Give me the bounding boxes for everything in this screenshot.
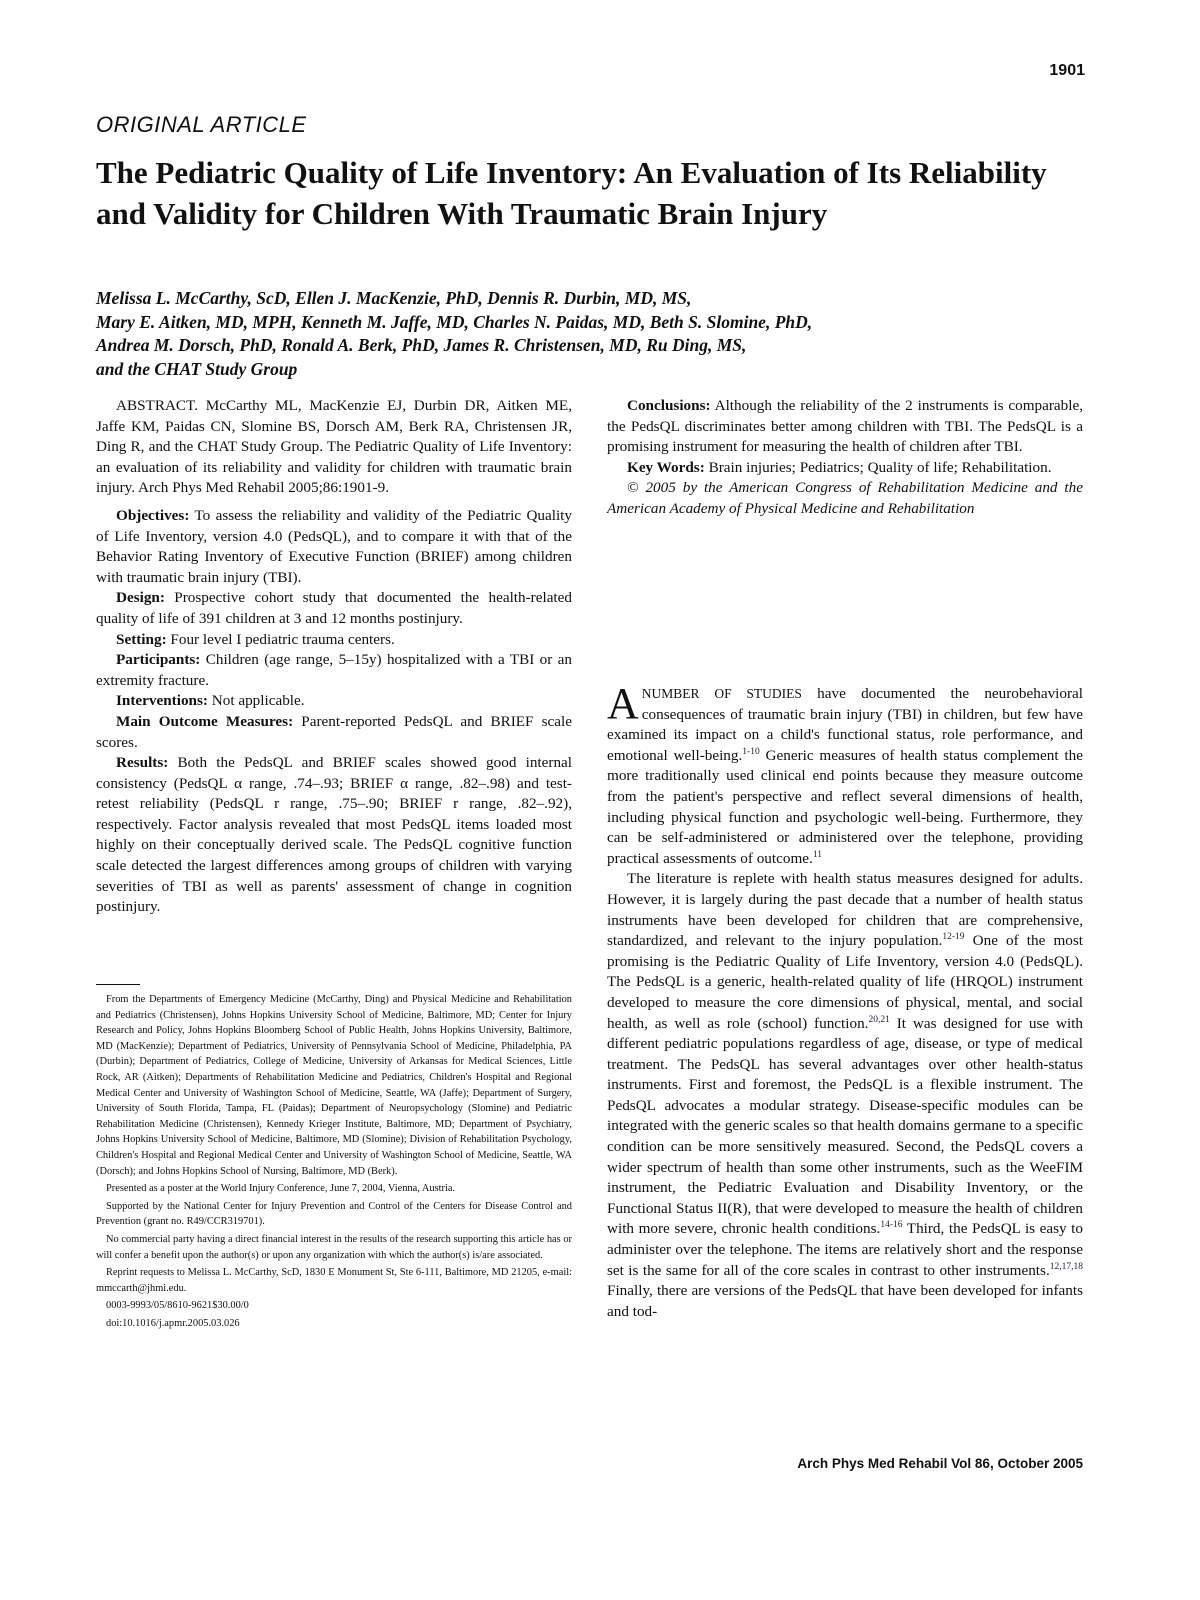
author-line: Mary E. Aitken, MD, MPH, Kenneth M. Jaffe, MD, Charles N. Paidas, MD, Beth S. Slomine, PhD,	[96, 311, 813, 332]
drop-cap: A	[607, 679, 639, 728]
abstract-results: Results: Both the PedsQL and BRIEF scales showed good internal consistency (PedsQL α range, .74–.93; BRIEF α range, .82–.98) and test-retest reliability (PedsQL r range, .75–.90; BRIEF r range, .82–.92), respectively. Factor analysis revealed that most PedsQL items loaded most highly on their conceptually derived scale. The PedsQL cognitive function scale detected the largest differences among groups of children with varying severities of TBI as well as parents' assessment of change in cognition postinjury.	[96, 754, 572, 916]
footnote-reprints: Reprint requests to Melissa L. McCarthy, ScD, 1830 E Monument St, Ste 6-111, Baltimore, MD 21205, e-mail: mmccarth@jhmi.edu.	[96, 1267, 572, 1294]
abstract-outcome-measures: Main Outcome Measures: Parent-reported PedsQL and BRIEF scale scores.	[96, 712, 573, 751]
participants-label: Participants:	[116, 651, 201, 669]
footnote-divider	[96, 984, 140, 985]
body-paragraph: The literature is replete with health status measures designed for adults. However, it is largely during the past decade that a number of health status instruments have been developed for children that are comprehensive, standardized, and relevant to the injury population.$^{12-19}$ One of the most promising is the Pediatric Quality of Life Inventory, version 4.0 (PedsQL). The PedsQL is a generic, health-related quality of life (HRQOL) instrument developed to measure the core dimensions of physical, mental, and social health, as well as role (school) function.$^{20,21}$ It was designed for use with different pediatric populations regardless of age, disease, or type of medical treatment. The PedsQL has several advantages over other health-status instruments. First and foremost, the PedsQL is a flexible instrument. The PedsQL advocates a modular strategy. Disease-specific modules can be integrated with the generic scales so that health domains germane to a specific condition can be more sensitively measured. Second, the PedsQL covers a wider spectrum of health than some other instruments, such as the WeeFIM instrument, the Pediatric Evaluation and Disability Inventory, or the Functional Status II(R), that were developed to measure the health of children with more severe, chronic health conditions.$^{14-16}$ Third, the PedsQL is easy to administer over the telephone. The items are relatively short and the response set is the same for all of the core scales in contrast to other instruments.$^{12,17,18}$ Finally, there are versions of the PedsQL that have been developed for infants and tod-	[607, 870, 1083, 1320]
reference-link[interactable]: 14-16	[880, 1220, 903, 1231]
conclusions-label: Conclusions:	[627, 397, 711, 414]
interventions-label: Interventions:	[116, 692, 208, 710]
objectives-label: Objectives:	[116, 506, 190, 524]
footnote-doi[interactable]: doi:10.1016/j.apmr.2005.03.026	[106, 1317, 240, 1329]
abstract-right-column	[607, 396, 1083, 520]
abstract-keywords: Key Words: Brain injuries; Pediatrics; Quality of life; Rehabilitation.	[627, 458, 1052, 476]
setting-label: Setting:	[116, 630, 167, 648]
lead-in-caps: NUMBER OF STUDIES	[641, 686, 802, 701]
design-label: Design:	[116, 589, 165, 607]
page-number: 1901	[1049, 62, 1085, 79]
abstract-citation: ABSTRACT. McCarthy ML, MacKenzie EJ, Durbin DR, Aitken ME, Jaffe KM, Paidas CN, Slomine BS, Dorsch AM, Berk RA, Christensen JR, Ding R, and the CHAT Study Group. The Pediatric Quality of Life Inventory: an evaluation of its reliability and validity for children with traumatic brain injury. Arch Phys Med Rehabil 2005;86:1901-9.	[96, 397, 572, 497]
section-label: ORIGINAL ARTICLE	[96, 112, 307, 137]
abstract-objectives: Objectives: To assess the reliability and validity of the Pediatric Quality of Life Inventory, version 4.0 (PedsQL), and to compare it with that of the Behavior Rating Inventory of Executive Function (BRIEF) among children with traumatic brain injury (TBI).	[96, 506, 572, 586]
reference-link[interactable]: 12-19	[942, 932, 965, 943]
footnote-affiliations: From the Departments of Emergency Medicine (McCarthy, Ding) and Physical Medicine and Rehabilitation and Pediatrics (Christensen), Johns Hopkins University School of Medicine, Baltimore, MD; Center for Injury Research and Policy, Johns Hopkins Bloomberg School of Public Health, Johns Hopkins University, Baltimore, MD (MacKenzie); Department of Pediatrics, University of Pennsylvania School of Medicine, Philadelphia, PA (Durbin); Department of Pediatrics, College of Medicine, University of Arkansas for Medical Sciences, Little Rock, AR (Aitken); Departments of Rehabilitation Medicine and Pediatrics, Children's Hospital and Regional Medical Center and University of Washington School of Medicine, Seattle, WA (Jaffe); Department of Surgery, University of South Florida, Tampa, FL (Paidas); Department of Neuropsychology (Slomine) and Pediatric Rehabilitation Medicine (Christensen), Kennedy Krieger Institute, Baltimore, MD; Department of Psychiatry, Johns Hopkins University School of Medicine, Baltimore, MD (Slomine); Division of Rehabilitation Psychology, Children's Hospital and Regional Medical Center and University of Washington School of Medicine, Seattle, WA (Dorsch); and Johns Hopkins School of Nursing, Baltimore, MD (Berk).	[96, 994, 572, 1177]
footnote-conflict: No commercial party having a direct financial interest in the results of the research supporting this article has or will confer a benefit upon the author(s) or upon any organization with which the author(s) is/are associated.	[96, 1233, 572, 1261]
article-body	[607, 679, 1083, 1322]
reference-link[interactable]: 11	[812, 849, 822, 860]
footnote-supported: Supported by the National Center for Injury Prevention and Control of the Centers for Disease Control and Prevention (grant no. R49/CCR319701).	[96, 1200, 572, 1228]
body-paragraph: A NUMBER OF STUDIES have documented the neurobehavioral consequences of traumatic brain injury (TBI) in children, but few have examined its impact on a child's functional status, role performance, and emotional well-being.$^{1-10}$ Generic measures of health status complement the more traditionally used clinical end points because they measure outcome from the patient's perspective and reflect several dimensions of health, including physical function and psychologic well-being. Furthermore, they can be self-administered or administered over the telephone, providing practical assessments of outcome.$^{11}$	[607, 679, 1083, 867]
abstract-participants: Participants: Children (age range, 5–15y) hospitalized with a TBI or an extremity fracture.	[96, 651, 572, 689]
abstract-interventions: Interventions: Not applicable.	[116, 692, 305, 710]
outcome-label: Main Outcome Measures:	[116, 712, 294, 730]
footnote-presented: Presented as a poster at the World Injury Conference, June 7, 2004, Vienna, Austria.	[106, 1183, 456, 1195]
keywords-label: Key Words:	[627, 458, 705, 476]
author-line: Melissa L. McCarthy, ScD, Ellen J. MacKenzie, PhD, Dennis R. Durbin, MD, MS,	[96, 288, 692, 308]
abstract-setting: Setting: Four level I pediatric trauma centers.	[116, 630, 395, 648]
results-label: Results:	[116, 754, 169, 772]
journal-footer: Arch Phys Med Rehabil Vol 86, October 2005	[797, 1456, 1083, 1471]
reference-link[interactable]: 20,21	[868, 1014, 890, 1025]
reference-link[interactable]: 12,17,18	[1049, 1261, 1083, 1272]
abstract-design: Design: Prospective cohort study that documented the health-related quality of life of 391 children at 3 and 12 months postinjury.	[96, 589, 572, 627]
reference-link[interactable]: 1-10	[742, 746, 760, 757]
abstract-left-column	[96, 396, 572, 918]
footnotes	[96, 992, 572, 1333]
copyright-notice: © 2005 by the American Congress of Rehabilitation Medicine and the American Academy of Physical Medicine and Rehabilitation	[607, 479, 1083, 517]
author-line: and the CHAT Study Group	[96, 358, 298, 379]
abstract-conclusions: Conclusions: Although the reliability of the 2 instruments is comparable, the PedsQL discriminates better among children with TBI. The PedsQL is a promising instrument for measuring the health of children after TBI.	[607, 397, 1083, 456]
author-line: Andrea M. Dorsch, PhD, Ronald A. Berk, PhD, James R. Christensen, MD, Ru Ding, MS,	[96, 335, 747, 355]
author-list	[96, 287, 1096, 381]
footnote-issn: 0003-9993/05/8610-9621$30.00/0	[106, 1300, 249, 1312]
article-title: The Pediatric Quality of Life Inventory: An Evaluation of Its Reliability and Validity for Children With Traumatic Brain Injury	[96, 155, 1047, 231]
